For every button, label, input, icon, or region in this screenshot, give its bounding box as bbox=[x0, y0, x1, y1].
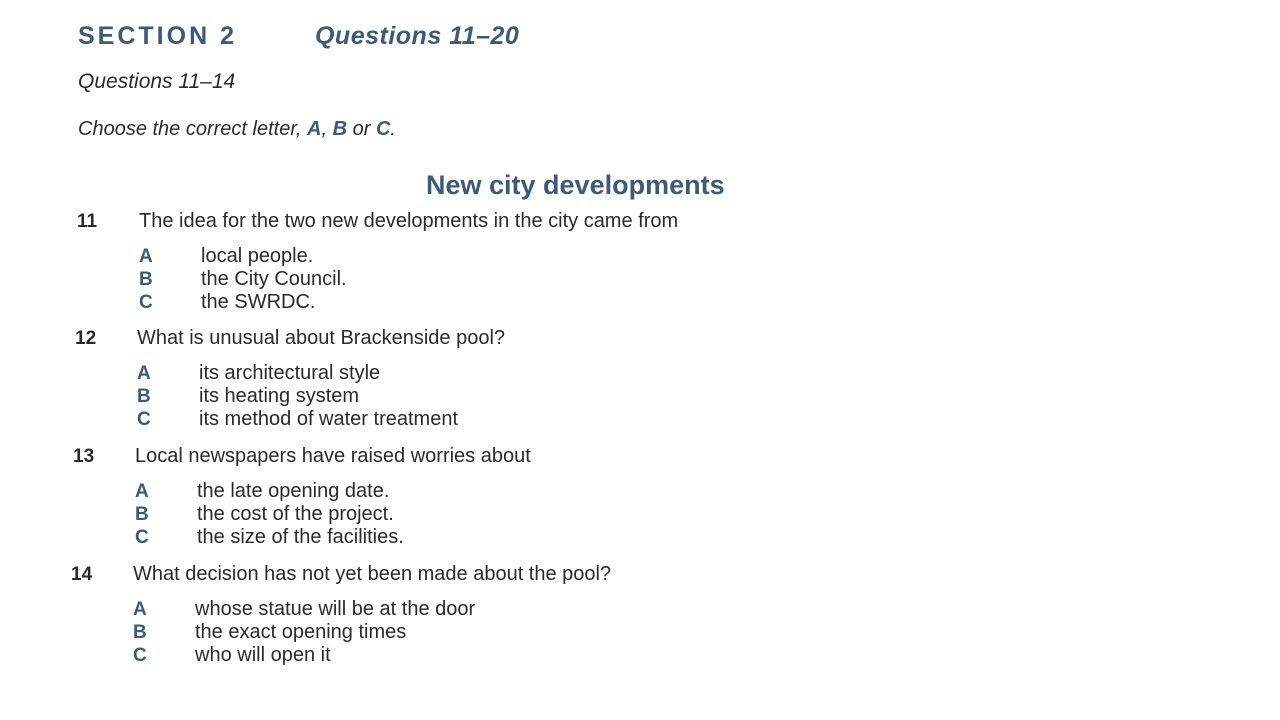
section-label: SECTION 2 bbox=[78, 22, 237, 50]
option-text: the late opening date. bbox=[197, 480, 390, 502]
instruction-suffix: . bbox=[390, 118, 396, 140]
question-number: 13 bbox=[73, 446, 95, 467]
option-c bbox=[133, 644, 611, 667]
option-text: its heating system bbox=[199, 385, 360, 407]
option-letter: C bbox=[133, 645, 147, 666]
section-header bbox=[78, 22, 519, 56]
option-text: the City Council. bbox=[201, 268, 347, 290]
option-b bbox=[139, 268, 678, 291]
option-text: the exact opening times bbox=[195, 621, 407, 643]
question-text: The idea for the two new developments in the city came from bbox=[139, 210, 679, 232]
instruction-line bbox=[78, 118, 396, 141]
option-text: local people. bbox=[201, 245, 314, 267]
question-text: What is unusual about Brackenside pool? bbox=[137, 327, 506, 349]
option-letter: A bbox=[133, 599, 147, 620]
instruction-letter-a: A bbox=[307, 118, 322, 140]
question-13 bbox=[73, 445, 531, 549]
option-letter: A bbox=[135, 481, 149, 502]
option-list bbox=[139, 245, 678, 314]
question-number: 12 bbox=[75, 328, 97, 349]
option-a bbox=[137, 362, 505, 385]
option-text: the size of the facilities. bbox=[197, 526, 404, 548]
option-c bbox=[135, 526, 531, 549]
option-letter: B bbox=[133, 622, 147, 643]
option-c bbox=[137, 408, 505, 431]
option-list bbox=[135, 480, 531, 549]
option-list bbox=[133, 598, 611, 667]
instruction-letter-c: C bbox=[375, 118, 391, 140]
option-a bbox=[135, 480, 531, 503]
option-text: its method of water treatment bbox=[199, 408, 459, 430]
option-c bbox=[139, 291, 678, 314]
option-b bbox=[137, 385, 505, 408]
option-b bbox=[133, 621, 611, 644]
option-letter: A bbox=[137, 363, 151, 384]
option-a bbox=[139, 245, 678, 268]
question-12 bbox=[75, 327, 505, 431]
option-text: whose statue will be at the door bbox=[195, 598, 476, 620]
option-text: the SWRDC. bbox=[201, 291, 316, 313]
section-range: Questions 11–20 bbox=[314, 22, 520, 50]
instruction-prefix: Choose the correct letter, bbox=[78, 118, 308, 140]
option-text: who will open it bbox=[195, 644, 331, 666]
option-letter: C bbox=[137, 409, 151, 430]
option-text: the cost of the project. bbox=[197, 503, 394, 525]
option-letter: B bbox=[135, 504, 149, 525]
questions-subrange: Questions 11–14 bbox=[78, 70, 236, 93]
question-text: What decision has not yet been made about the pool? bbox=[133, 563, 612, 585]
option-letter: B bbox=[139, 269, 153, 290]
question-text: Local newspapers have raised worries about bbox=[135, 445, 531, 467]
option-letter: C bbox=[135, 527, 149, 548]
question-14 bbox=[71, 563, 611, 667]
option-letter: C bbox=[139, 292, 153, 313]
instruction-sep-1: , bbox=[321, 118, 333, 140]
document-title: New city developments bbox=[426, 170, 725, 200]
question-number: 11 bbox=[77, 211, 98, 232]
option-a bbox=[133, 598, 611, 621]
instruction-sep-2: or bbox=[347, 118, 376, 140]
instruction-letter-b: B bbox=[332, 118, 348, 140]
option-letter: A bbox=[139, 246, 153, 267]
question-number: 14 bbox=[71, 564, 93, 585]
option-b bbox=[135, 503, 531, 526]
option-letter: B bbox=[137, 386, 151, 407]
question-11 bbox=[77, 210, 678, 314]
option-list bbox=[137, 362, 505, 431]
option-text: its architectural style bbox=[199, 362, 381, 384]
